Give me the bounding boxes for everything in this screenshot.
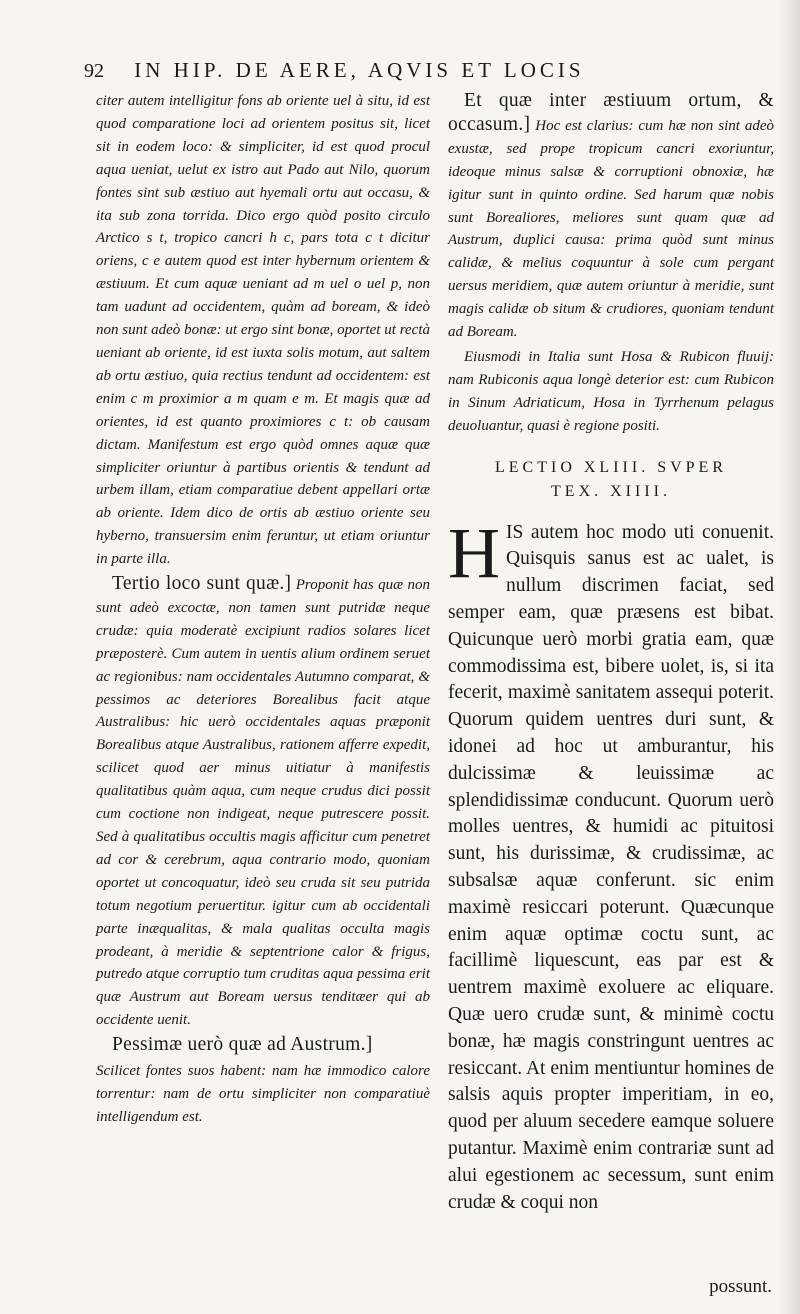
right-column [448, 90, 774, 1216]
commentary-paragraph [96, 573, 430, 1032]
commentary-paragraph [96, 1034, 430, 1058]
lemma: Pessimæ uerò quæ ad Austrum.] [112, 1034, 373, 1056]
lectio-heading [448, 456, 774, 504]
lectio-heading-line: TEX. XIIII. [551, 482, 671, 500]
running-title: IN HIP. DE AERE, AQVIS ET LOCIS [134, 58, 585, 82]
commentary-paragraph: Scilicet fontes suos habent: nam hæ immodico calore torrentur: nam de ortu simpliciter non comparatiuè intelligendum est. [96, 1063, 430, 1125]
commentary-paragraph: Eiusmodi in Italia sunt Hosa & Rubicon fluuij: nam Rubiconis aqua longè deterior est: cum Rubicon in Sinum Adriaticum, Hosa in Tyrrhenum pelagus deuoluantur, quasi è regione positi. [448, 348, 774, 434]
lectio-heading-line: LECTIO XLIII. SVPER [495, 458, 727, 476]
lemma: Et quæ inter æstiuum ortum, & occasum.] [448, 90, 774, 135]
catchword: possunt. [709, 1276, 772, 1297]
hippocrates-text-body: IS autem hoc modo uti conuenit. Quisquis sanus est ac ualet, is nullum discrimen faciat, sed semper eam, quæ præsens est bibat. Quicunque uerò morbi gratia eam, quæ commodissima est, bibere uolet, is, si ita fecerit, maximè sanitatem assequi poterit. Quorum quidem uentres duri sunt, & idonei ad hoc ut amburantur, his dulcissimæ & leuissimæ ac splendidissimæ conducunt. Quorum uerò molles uentres, & humidi ac pituitosi sunt, his durissimæ, & crudissimæ, ac subsalsæ aquæ conferunt. sic enim maximè resiccari poterunt. Quæcunque enim aquæ optimæ coctu sunt, ac facillimè liquescunt, eas par est & uentrem maximè exoluere ac eliquare. Quæ uero crudæ sunt, & minimè coctu bonæ, hæ magis constringunt uentres ac resiccant. At enim mentiuntur homines de salsis aquis propter imperitiam, in eo, quod per aluum secedere eamque soluere putantur. Maximè enim contrariæ sunt ad alui egestionem ac secessum, sunt enim crudæ & coqui non [448, 521, 775, 1213]
drop-cap: H [448, 512, 500, 593]
commentary-text: Hoc est clarius: cum hæ non sint adeò exustæ, sed prope tropicum cancri exoriuntur, ideoque minus salsæ & corruptioni obnoxiæ, hæ igitur sunt in quinto ordine. Sed harum quæ nobis sunt Borealiores, meliores sunt quam quæ ad Austrum, duplici causa: prima quòd sunt minus calidæ, & melius coquuntur à sole cum pergant uersus meridiem, quæ autem oriuntur à meridie, sunt magis calidæ ob situm & crudiores, quoniam tendunt ad Boream. [448, 117, 775, 341]
lemma: Tertio loco sunt quæ.] [112, 573, 292, 595]
commentary-paragraph [448, 90, 774, 344]
left-column [96, 90, 430, 1129]
page-header [84, 58, 694, 88]
commentary-paragraph: citer autem intelligitur fons ab oriente uel à situ, id est quod comparatione loci ad orientem positus sit, licet sit in eodem loco: & simpliciter, id est quod procul aqua ueniat, uelut ex istro aut Pado aut Nilo, quorum fontes sint sub æstiuo aut hyemali ortu aut occasu, & ita sub zona torrida. Dico ergo quòd posito circulo Arctico s t, tropico cancri h c, pars tota c t dicitur oriens, c e autem quod est inter hybernum orientem & æstiuum. Et cum aquæ ueniant ad m uel o uel p, non tam uadunt ad occidentem, quàm ad boream, & ideò non sunt adeò bonæ: ut ergo sint bonæ, oportet ut rectà ueniant ab oriente, id est iuxta solis motum, aut saltem ab ortu æstiuo, quia rectius tendunt ad occidentem: est enim c m proximior a m quam e m. Et magis quæ ad orientes, id est quanto proximiores c t: ob causam dictam. Manifestum est ergo quòd omnes aquæ quæ simpliciter oriuntur à partibus orientis & tendunt ad urbem illam, etiam comparatiue debent appellari ortæ ab oriente. Idem dico de ortis ab æstiuo oriente seu hyberno, transuersim enim feruntur, ut etiam oriuntur in parte illa. [96, 93, 430, 568]
page-number: 92 [84, 60, 104, 82]
commentary-text: Proponit has quæ non sunt adeò excoctæ, non tamen sunt putridæ neque crudæ: quia moderatè excipiunt radios solares licet præposterè. Cum autem in uentis alium ordinem seruet ac regionibus: nam occidentales Autumno comparat, & pessimos ac deteriores Borealibus facit atque Australibus: hic uerò occidentales aquas præponit Borealibus atque Australibus, rationem afferre expedit, scilicet quod aer minus uitiatur à manifestis qualitatibus quàm aqua, cum neque crudus dici possit cum coctione non indigeat, neque putrescere possit. Sed à qualitatibus occultis magis afficitur cum penetret ad cor & cerebrum, aqua contrario modo, quoniam oportet ut concoquatur, ideò seu cruda sit seu putrida totum negotium peruertitur. igitur cum ab occidentali parte inæqualitas, & mala qualitas occulta magis prodeant, à meridie & septentrione calor & frigus, putredo atque corruptio tum cruditas aqua pessima erit quæ Austrum aut Boream uersus tenditæer qui ab occidente uenit. [96, 577, 431, 1029]
page-edge-shadow [778, 0, 800, 1314]
hippocrates-text [448, 512, 775, 1217]
